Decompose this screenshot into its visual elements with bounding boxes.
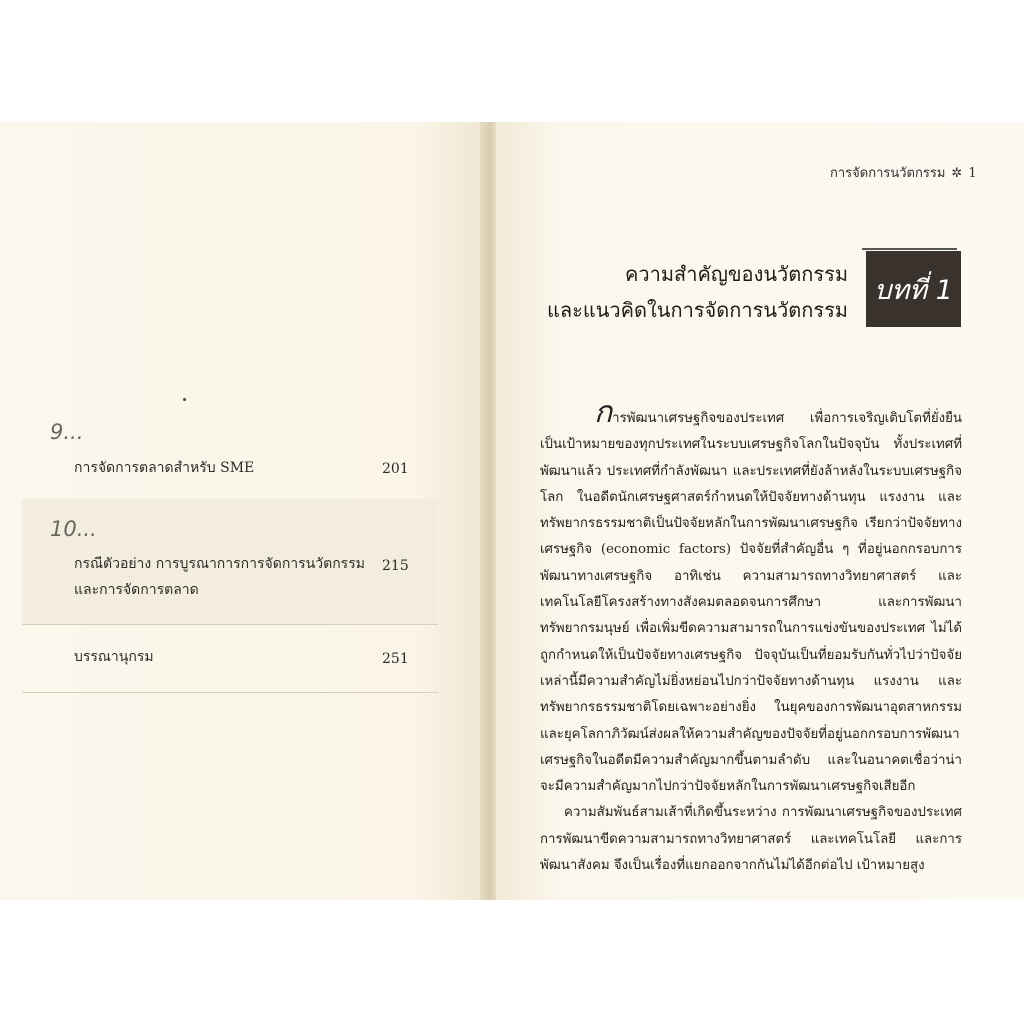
running-head (830, 162, 977, 183)
toc-entry-title-line2: และการจัดการตลาด (74, 582, 199, 598)
ink-dot (183, 398, 186, 401)
toc-page-number: 201 (382, 461, 409, 477)
drop-cap: ก (594, 395, 613, 430)
chapter-label: บทที่ 1 (874, 274, 953, 306)
paragraph (540, 395, 962, 800)
chapter-title-line2: และแนวคิดในการจัดการนวัตกรรม (546, 298, 848, 322)
toc-entry-title: การจัดการตลาดสำหรับ SME (74, 460, 255, 476)
page-number: 1 (968, 166, 977, 181)
gear-icon: ✲ (951, 166, 963, 181)
toc-page-number: 215 (382, 558, 409, 574)
body-text (540, 395, 962, 879)
chapter-title-line1: ความสำคัญของนวัตกรรม (625, 262, 848, 286)
chapter-title (547, 256, 848, 328)
toc-chapter-number: 9... (50, 420, 84, 444)
toc-entry-title: บรรณานุกรม (74, 649, 154, 665)
toc-entry-title: กรณีตัวอย่าง การบูรณาการการจัดการนวัตกรรม (74, 556, 365, 572)
running-head-title: การจัดการนวัตกรรม (830, 166, 946, 181)
toc-chapter-number: 10... (50, 517, 97, 541)
toc-page-number: 251 (382, 651, 409, 667)
paragraph: ความสัมพันธ์สามเส้าที่เกิดขึ้นระหว่าง การพัฒนาเศรษฐกิจของประเทศ การพัฒนาขีดความสามารถทางวิทยาศาสตร์ และเทคโนโลยี และการพัฒนาสังคม จึงเป็นเรื่องที่แยกออกจากกันไม่ได้อีกต่อไป เป้าหมายสูง (540, 805, 962, 874)
paragraph-text: ารพัฒนาเศรษฐกิจของประเทศ เพื่อการเจริญเติบโตที่ยั่งยืนเป็นเป้าหมายของทุกประเทศในระบบเศรษฐกิจโลกในปัจจุบัน ทั้งประเทศที่พัฒนาแล้ว ประเทศที่กำลังพัฒนา และประเทศที่ยังล้าหลังในระบบเศรษฐกิจโลก ในอดีตนักเศรษฐศาสตร์กำหนดให้ปัจจัยทางด้านทุน แรงงาน และทรัพยากรธรรมชาติเป็นปัจจัยหลักในการพัฒนาเศรษฐกิจ เรียกว่าปัจจัยทางเศรษฐกิจ (economic factors) ปัจจัยที่สำคัญอื่น ๆ ที่อยู่นอกกรอบการพัฒนาทางเศรษฐกิจ อาทิเช่น ความสามารถทางวิทยาศาสตร์ และเทคโนโลยีโครงสร้างทางสังคมตลอดจนการศึกษา และการพัฒนาทรัพยากรมนุษย์ เพื่อเพิ่มขีดความสามารถในการแข่งขันของประเทศ ไม่ได้ถูกกำหนดให้เป็นปัจจัยทางเศรษฐกิจ ปัจจุบันเป็นที่ยอมรับกันทั่วไปว่าปัจจัยเหล่านี้มีความสำคัญไม่ยิ่งหย่อนไปกว่าปัจจัยทางด้านทุน แรงงาน และทรัพยากรธรรมชาติโดยเฉพาะอย่างยิ่ง ในยุคของการพัฒนาอุตสาหกรรม และยุคโลกาภิวัฒน์ส่งผลให้ความสำคัญของปัจจัยที่อยู่นอกกรอบการพัฒนาเศรษฐกิจในอดีตมีความสำคัญมากขึ้นตามลำดับ และในอนาคตเชื่อว่าน่าจะมีความสำคัญมากไปกว่าปัจจัยหลักในการพัฒนาเศรษฐกิจเสียอีก (540, 411, 962, 795)
chapter-label-box (866, 251, 961, 327)
toc-entry-9 (22, 402, 438, 500)
